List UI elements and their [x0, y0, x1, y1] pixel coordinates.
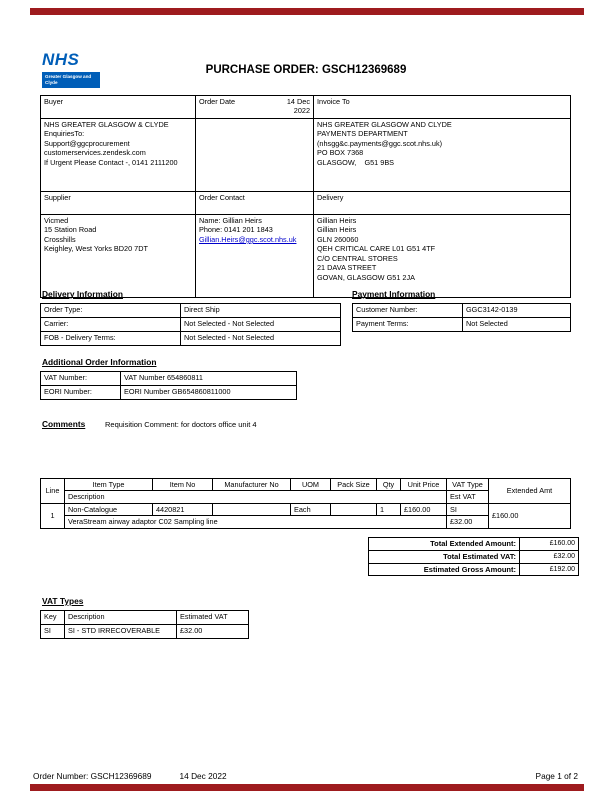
comments-text: Requisition Comment: for doctors office unit 4 [105, 420, 257, 429]
delivery-line: 21 DAVA STREET [317, 263, 377, 273]
vat-types-header-row [41, 611, 249, 625]
vat-description-header: Description [65, 611, 177, 625]
buyer-line: If Urgent Please Contact -, 0141 2111200 [44, 157, 178, 167]
fob-delivery-terms-label: FOB - Delivery Terms: [41, 332, 181, 346]
totals-table [368, 537, 579, 576]
item-extended-amt: £160.00 [489, 503, 571, 528]
delivery-line: GLN 260060 [317, 234, 359, 244]
invoice-line: PAYMENTS DEPARTMENT [317, 129, 408, 139]
order-contact-label: Order Contact [199, 193, 245, 202]
comments-title: Comments [42, 419, 86, 429]
page-title: PURCHASE ORDER: GSCH12369689 [205, 64, 407, 76]
col-header-item-no: Item No [153, 479, 213, 491]
total-extended-amount-value: £160.00 [520, 538, 579, 551]
col-header-description: Description [65, 491, 447, 503]
item-manufacturer-no [213, 503, 291, 515]
invoice-to-header-cell [314, 96, 571, 119]
delivery-line: Gillian Heirs [317, 225, 357, 235]
item-type: Non-Catalogue [65, 503, 153, 515]
total-estimated-vat-label: Total Estimated VAT: [369, 550, 520, 563]
order-parties-table [40, 95, 571, 298]
delivery-information-title: Delivery Information [42, 289, 123, 299]
vat-estimated-value: £32.00 [177, 625, 249, 639]
party-content-row [41, 215, 571, 298]
footer-order-number: Order Number: GSCH12369689 [33, 771, 152, 781]
col-header-line: Line [41, 479, 65, 504]
delivery-line: QEH CRITICAL CARE L01 G51 4TF [317, 244, 436, 254]
supplier-line: Crosshills [44, 234, 76, 244]
vat-estimated-header: Estimated VAT [177, 611, 249, 625]
delivery-line: C/O CENTRAL STORES [317, 253, 398, 263]
customer-number-value: GGC3142-0139 [463, 304, 571, 318]
buyer-line: customerservices.zendesk.com [44, 148, 146, 158]
delivery-information-table [40, 303, 341, 346]
table-row [41, 304, 341, 318]
table-row [41, 372, 297, 386]
total-estimated-vat-value: £32.00 [520, 550, 579, 563]
buyer-line: EnquiriesTo: [44, 129, 85, 139]
customer-number-label: Customer Number: [353, 304, 463, 318]
col-header-est-vat: Est VAT [447, 491, 489, 503]
invoice-to-address [314, 119, 571, 192]
buyer-header-cell [41, 96, 196, 119]
payment-terms-label: Payment Terms: [353, 318, 463, 332]
supplier-address [41, 215, 196, 298]
col-header-extended-amt: Extended Amt [489, 479, 571, 504]
col-header-uom: UOM [291, 479, 331, 491]
footer-page-indicator: Page 1 of 2 [535, 771, 578, 781]
vat-number-label: VAT Number: [41, 372, 121, 386]
item-no: 4420821 [153, 503, 213, 515]
invoice-line: NHS GREATER GLASGOW AND CLYDE [317, 120, 452, 129]
item-pack-size [331, 503, 377, 515]
invoice-line: (nhsgg&c.payments@ggc.scot.nhs.uk) [317, 138, 443, 148]
col-header-item-type: Item Type [65, 479, 153, 491]
table-row [353, 304, 571, 318]
buyer-label: Buyer [44, 97, 64, 106]
order-type-label: Order Type: [41, 304, 181, 318]
fob-delivery-terms-value: Not Selected - Not Selected [181, 332, 341, 346]
supplier-label: Supplier [44, 193, 71, 202]
item-vat-type: SI [447, 503, 489, 515]
carrier-label: Carrier: [41, 318, 181, 332]
col-header-manufacturer-no: Manufacturer No [213, 479, 291, 491]
col-header-unit-price: Unit Price [401, 479, 447, 491]
payment-information-table [352, 303, 571, 332]
contact-phone: Phone: 0141 201 1843 [199, 225, 273, 235]
delivery-line: GOVAN, GLASGOW G51 2JA [317, 272, 415, 282]
col-header-vat-type: VAT Type [447, 479, 489, 491]
vat-key: SI [41, 625, 65, 639]
eori-number-value: EORI Number GB654860811000 [121, 386, 297, 400]
col-header-qty: Qty [377, 479, 401, 491]
supplier-header-cell [41, 192, 196, 215]
item-row [41, 503, 571, 515]
item-unit-price: £160.00 [401, 503, 447, 515]
buyer-line: NHS GREATER GLASGOW & CLYDE [44, 120, 169, 129]
item-description: VeraStream airway adaptor C02 Sampling line [65, 516, 447, 528]
order-contact-header-cell [196, 192, 314, 215]
table-row [369, 563, 579, 576]
item-qty: 1 [377, 503, 401, 515]
order-date-cell [196, 96, 314, 119]
order-contact-details [196, 215, 314, 298]
contact-email-link[interactable]: Gillian.Heirs@ggc.scot.nhs.uk [199, 234, 297, 244]
table-row [41, 332, 341, 346]
item-est-vat: £32.00 [447, 516, 489, 528]
party-content-row [41, 119, 571, 192]
table-row [369, 550, 579, 563]
page-footer [33, 771, 578, 781]
party-header-row [41, 192, 571, 215]
buyer-address [41, 119, 196, 192]
payment-information-title: Payment Information [352, 289, 436, 299]
order-totals [368, 537, 579, 576]
order-date-label: Order Date [199, 97, 236, 106]
nhs-board-name: Greater Glasgow and Clyde [42, 72, 100, 88]
supplier-line: Vicmed [44, 216, 69, 225]
additional-order-information-table [40, 371, 297, 400]
additional-order-information-title: Additional Order Information [42, 357, 157, 367]
delivery-label: Delivery [317, 193, 344, 202]
total-extended-amount-label: Total Extended Amount: [369, 538, 520, 551]
vat-types-row [41, 625, 249, 639]
carrier-value: Not Selected - Not Selected [181, 318, 341, 332]
delivery-address [314, 215, 571, 298]
estimated-gross-amount-label: Estimated Gross Amount: [369, 563, 520, 576]
contact-name: Name: Gillian Heirs [199, 216, 262, 225]
supplier-line: Keighley, West Yorks BD20 7DT [44, 244, 148, 254]
line-items-table [40, 478, 571, 529]
footer-date: 14 Dec 2022 [179, 771, 227, 781]
buyer-line: Support@ggcprocurement [44, 138, 130, 148]
invoice-line: PO BOX 7368 [317, 148, 364, 158]
top-red-bar [30, 8, 584, 15]
invoice-line: GLASGOW, G51 9BS [317, 157, 395, 167]
item-uom: Each [291, 503, 331, 515]
empty-cell [196, 119, 314, 192]
table-row [41, 386, 297, 400]
payment-terms-value: Not Selected [463, 318, 571, 332]
supplier-line: 15 Station Road [44, 225, 97, 235]
bottom-red-bar [30, 784, 584, 791]
order-type-value: Direct Ship [181, 304, 341, 318]
vat-types-table [40, 610, 249, 639]
table-row [41, 318, 341, 332]
vat-key-header: Key [41, 611, 65, 625]
delivery-header-cell [314, 192, 571, 215]
order-date-value: 14 Dec 2022 [286, 97, 310, 116]
item-line: 1 [41, 503, 65, 528]
party-header-row [41, 96, 571, 119]
items-header-row [41, 479, 571, 491]
vat-description: SI - STD IRRECOVERABLE [65, 625, 177, 639]
nhs-logo-text: NHS [42, 50, 80, 69]
vat-number-value: VAT Number 654860811 [121, 372, 297, 386]
vat-types-title: VAT Types [42, 596, 84, 606]
table-row [353, 318, 571, 332]
delivery-line: Gillian Heirs [317, 216, 357, 225]
estimated-gross-amount-value: £192.00 [520, 563, 579, 576]
invoice-to-label: Invoice To [317, 97, 350, 106]
eori-number-label: EORI Number: [41, 386, 121, 400]
col-header-pack-size: Pack Size [331, 479, 377, 491]
table-row [369, 538, 579, 551]
